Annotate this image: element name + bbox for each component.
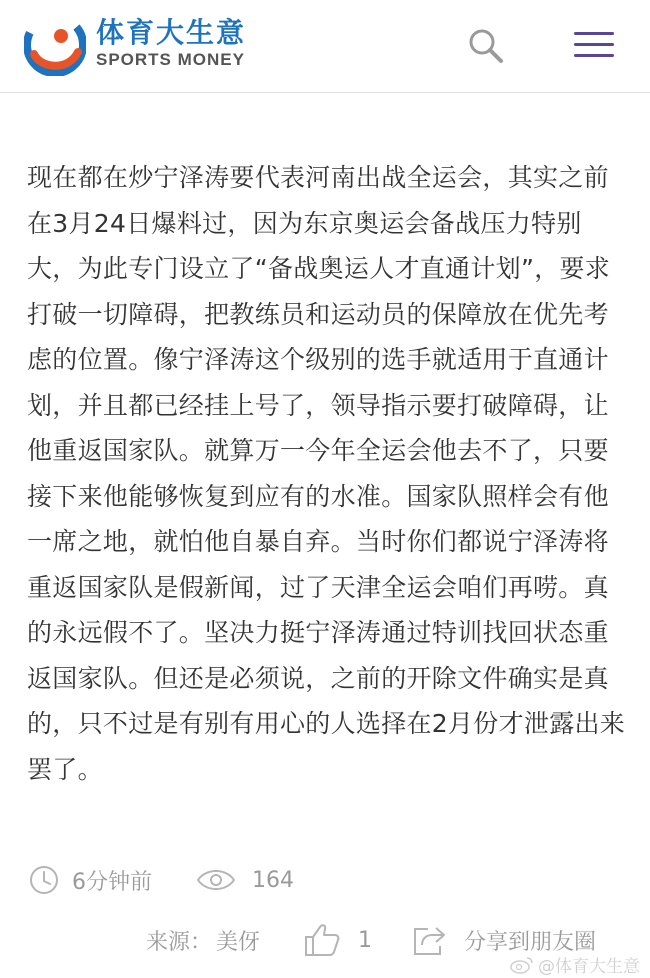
logo-chinese-name: 体育大生意 [96,16,247,49]
share-label: 分享到朋友圈 [464,929,597,955]
logo-english-name: SPORTS MONEY [96,50,245,69]
logo-wordmark[interactable] [96,18,246,70]
source-label: 来源： [146,929,213,955]
share-icon [412,924,446,956]
watermark-text: @体育大生意 [538,957,640,977]
top-header [0,0,650,93]
view-count [196,866,294,894]
like-button[interactable] [304,923,372,957]
article-body: 现在都在炒宁泽涛要代表河南出战全运会，其实之前在3月24日爆料过，因为东京奥运会备战压力特别大，为此专门设立了“备战奥运人才直通计划”，要求打破一切障碍，把教练员和运动员的保障放在优先考虑的位置。像宁泽涛这个级别的选手就适用于直通计划，并且都已经挂上号了，领导指示要打破障碍，让他重返国家队。就算万一今年全运会他去不了，只要接下来他能够恢复到应有的水准。国家队照样会有他一席之地，就怕他自暴自弃。当时你们都说宁泽涛将重返国家队是假新闻，过了天津全运会咱们再唠。真的永远假不了。坚决力挺宁泽涛通过特训找回状态重返国家队。但还是必须说，之前的开除文件确实是真的，只不过是有别有用心的人选择在2月份才泄露出来罢了。 [27,163,626,784]
article-meta [28,858,294,902]
publish-time [28,864,152,896]
hamburger-menu-icon [574,32,614,35]
article-source [146,925,260,956]
view-count-text: 164 [252,867,294,893]
thumbs-up-icon [304,923,340,957]
eye-icon [196,866,236,894]
clock-icon [28,864,60,896]
menu-button[interactable] [572,30,616,60]
like-count: 1 [358,927,373,953]
weibo-icon [510,955,534,975]
search-button[interactable] [466,26,506,66]
weibo-watermark [510,952,640,977]
source-name: 美伢 [216,929,261,955]
search-icon [466,26,506,66]
publish-time-text: 6分钟前 [72,869,152,895]
sports-money-logo-icon[interactable] [24,14,86,76]
